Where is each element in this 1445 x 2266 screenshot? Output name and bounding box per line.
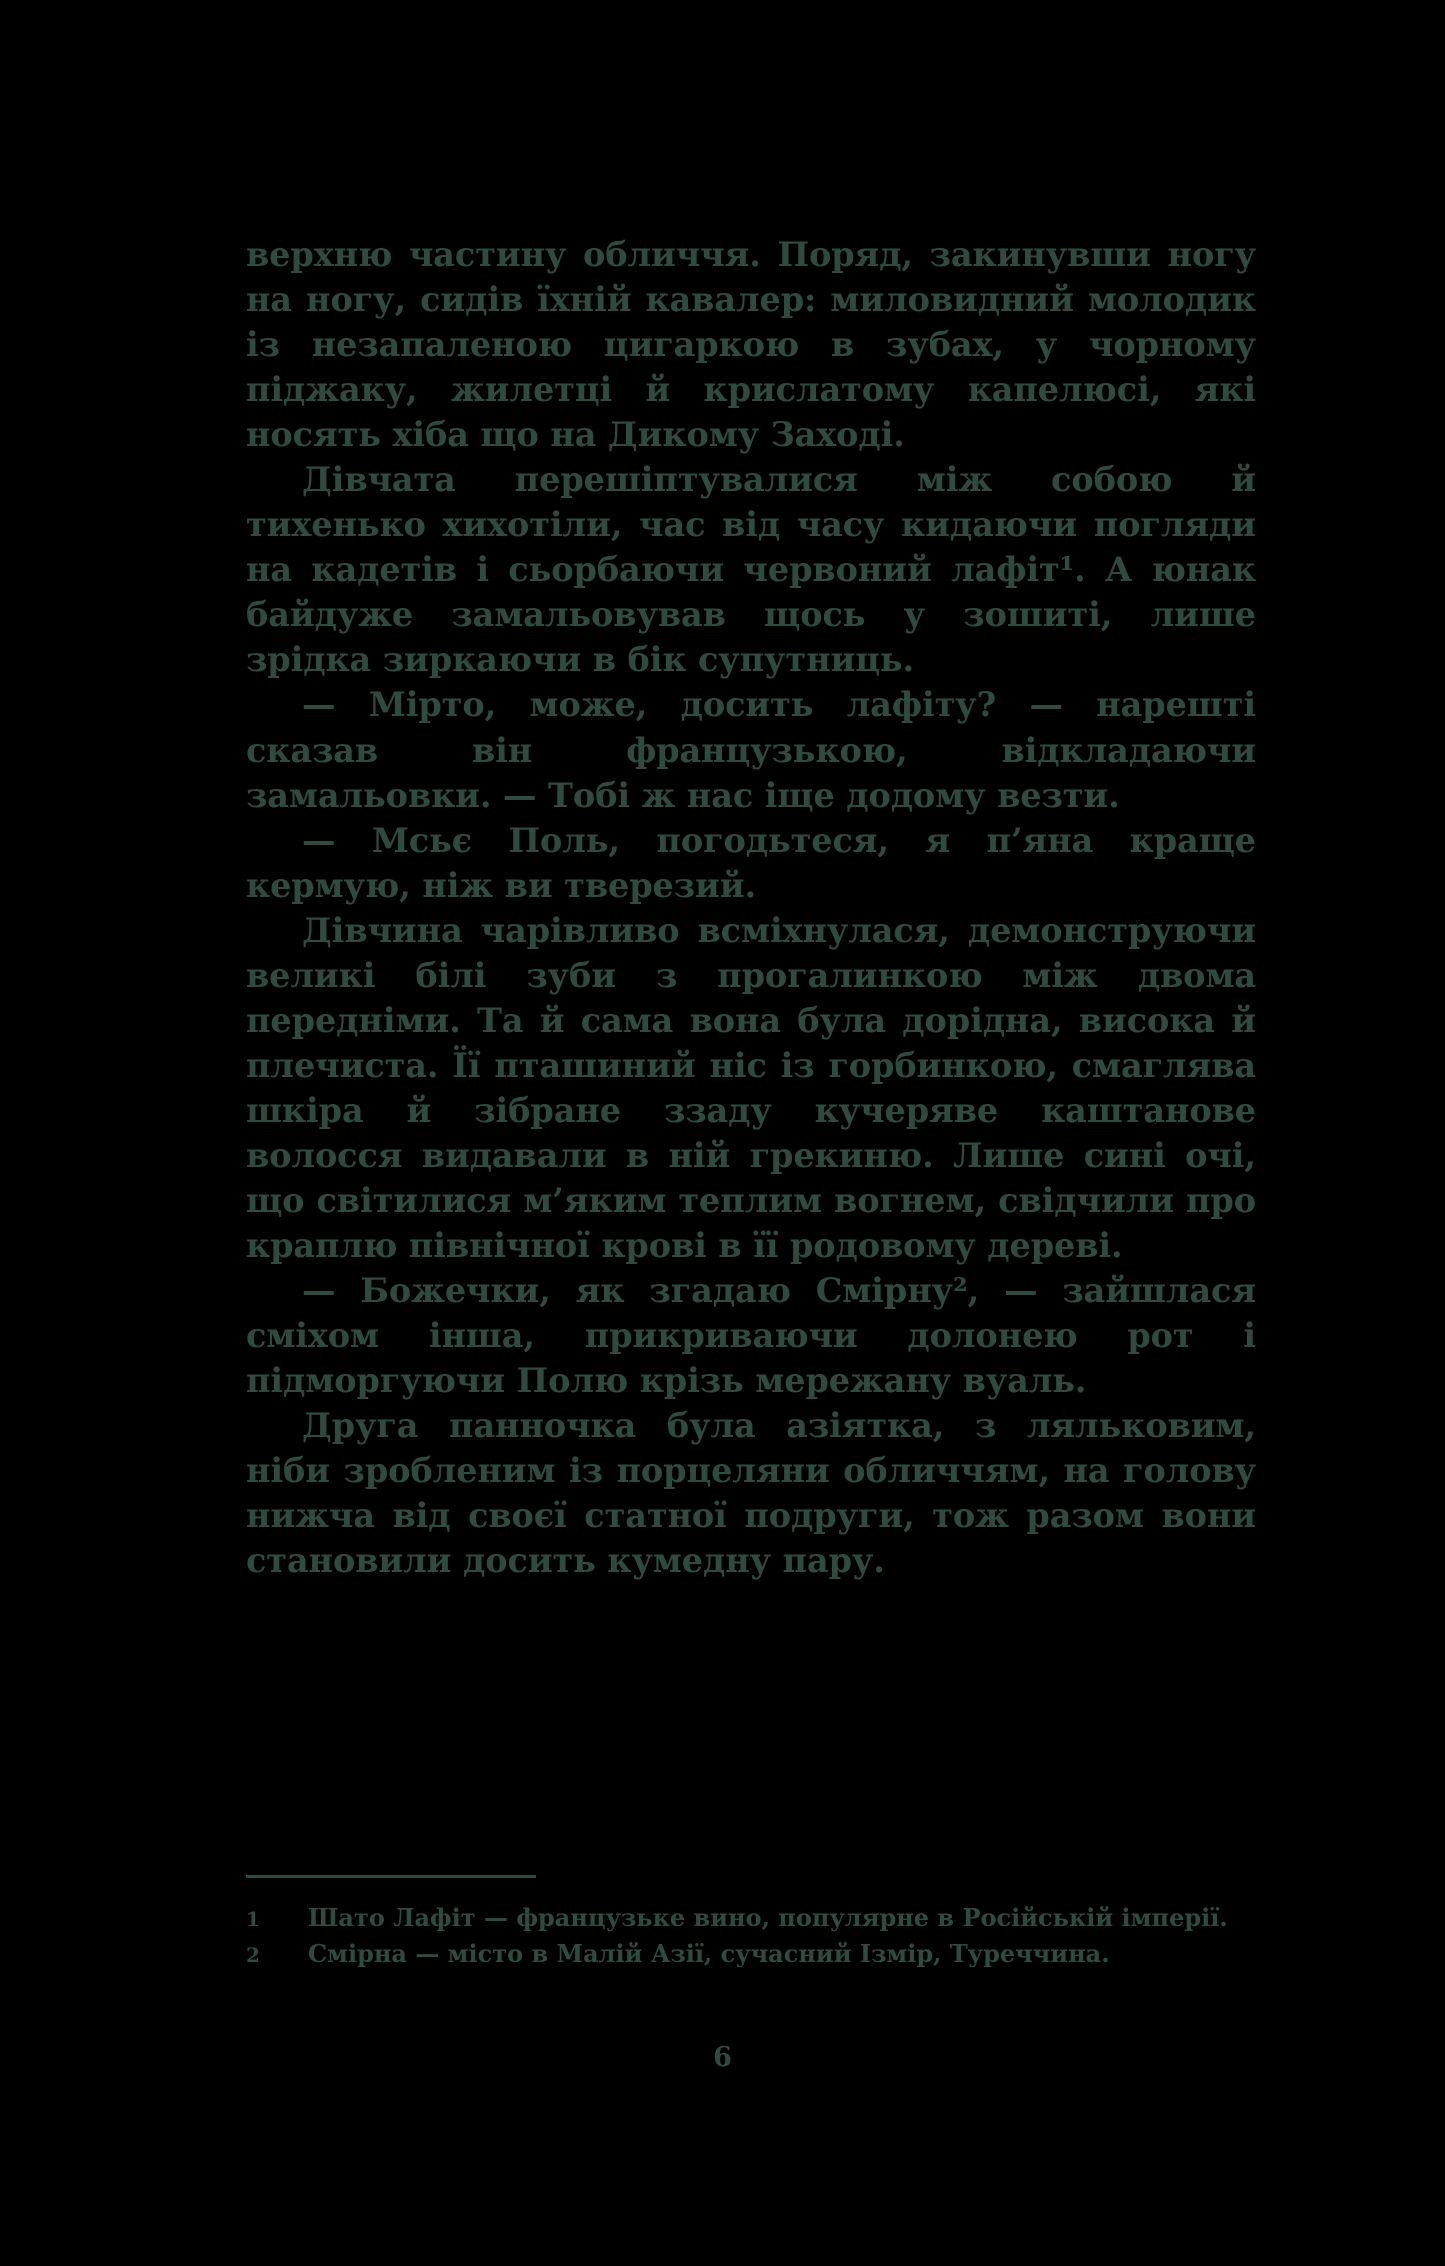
page-body-text [246,232,1256,1583]
footnote-separator-rule [246,1875,536,1878]
paragraph: верхню частину обличчя. Поряд, закинувши ногу на ногу, сидів їхній кавалер: миловидний молодик із незапаленою цигаркою в зубах, у чорному піджаку, жилетці й крислатому капелюсі, які носять хіба що на Дикому Заході. [246,235,1256,455]
footnote-marker: 1 [246,1907,260,1931]
footnote-text: Шато Лафіт — французьке вино, популярне в Російській імперії. [308,1903,1228,1932]
paragraph: — Мірто, може, досить лафіту? — нарешті сказав він французькою, відкладаючи замальовки. — Тобі ж нас іще додому везти. [246,685,1256,815]
paragraph: — Мсьє Поль, погодьтеся, я п’яна краще кермую, ніж ви тверезий. [246,820,1256,905]
footnote-text: Смірна — місто в Малій Азії, сучасний Ізмір, Туреччина. [308,1938,1110,1968]
paragraph: Дівчата перешіптувалися між собою й тихенько хихотіли, час від часу кидаючи погляди на кадетів і сьорбаючи червоний лафіт¹. А юнак байдуже замальовував щось у зошиті, лише зрідка зиркаючи в бік супутниць. [246,460,1256,680]
footnote-marker: 2 [246,1942,260,1967]
footnote-item [246,1900,1256,1936]
paragraph: — Божечки, як згадаю Смірну², — зайшлася сміхом інша, прикриваючи долонею рот і підморгуючи Полю крізь мережану вуаль. [246,1271,1256,1401]
paragraph: Друга панночка була азіятка, з ляльковим, ніби зробленим із порцеляни обличчям, на голову нижча від своєї статної подруги, тож разом вони становили досить кумедну пару. [246,1406,1256,1581]
footnote-item [246,1936,1256,1972]
page-number: 6 [713,2042,732,2073]
paragraph: Дівчина чарівливо всміхнулася, демонструючи великі білі зуби з прогалинкою між двома передніми. Та й сама вона була дорідна, висока й плечиста. Її пташиний ніс із горбинкою, смаглява шкіра й зібране ззаду кучеряве каштанове волосся видавали в ній грекиню. Лише сині очі, що світилися м’яким теплим вогнем, свідчили про краплю північної крові в її родовому дереві. [246,910,1256,1266]
footnote-list [246,1900,1256,1971]
